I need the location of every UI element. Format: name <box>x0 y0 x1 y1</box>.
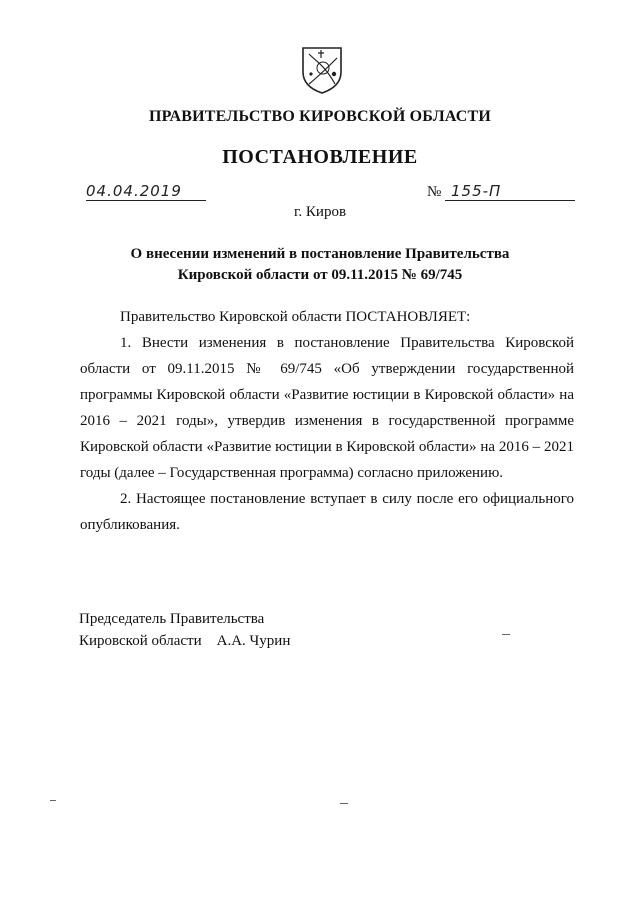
scan-mark <box>340 803 348 804</box>
signature-position: Председатель Правительства <box>79 611 265 627</box>
handwritten-date: 04.04.2019 <box>86 182 182 200</box>
document-body <box>80 304 574 538</box>
title-line-2: Кировской области от 09.11.2015 № 69/745 <box>177 267 463 283</box>
signer-name: А.А. Чурин <box>216 633 291 649</box>
coat-of-arms-icon <box>299 44 345 94</box>
preamble: Правительство Кировской области ПОСТАНОВЛЯЕТ: <box>120 309 471 325</box>
organization-name: ПРАВИТЕЛЬСТВО КИРОВСКОЙ ОБЛАСТИ <box>148 108 492 125</box>
clause-1: 1. Внести изменения в постановление Правительства Кировской области от 09.11.2015 № 69/745 «Об утверждении государственной программы Кировской области «Развитие юстиции в Кировской области» на 2016 – 2021 годы», утвердив изменения в государственной программе Кировской области «Развитие юстиции в Кировской области» на 2016 – 2021 годы (далее – Государственная программа) согласно приложению. <box>80 335 574 481</box>
number-label: № <box>427 184 442 200</box>
number-field <box>445 180 575 201</box>
handwritten-number: 155-П <box>451 182 502 200</box>
scan-mark <box>502 634 510 635</box>
title-line-1: О внесении изменений в постановление Правительства <box>130 246 510 262</box>
signature-block <box>79 608 290 652</box>
city: г. Киров <box>293 204 347 220</box>
signature-row <box>79 630 290 652</box>
scan-mark <box>50 800 56 801</box>
document-type: ПОСТАНОВЛЕНИЕ <box>222 146 418 168</box>
clause-2: 2. Настоящее постановление вступает в силу после его официального опубликования. <box>80 491 574 533</box>
date-field <box>86 180 206 201</box>
signature-region: Кировской области <box>79 633 202 649</box>
document-title <box>0 244 640 286</box>
